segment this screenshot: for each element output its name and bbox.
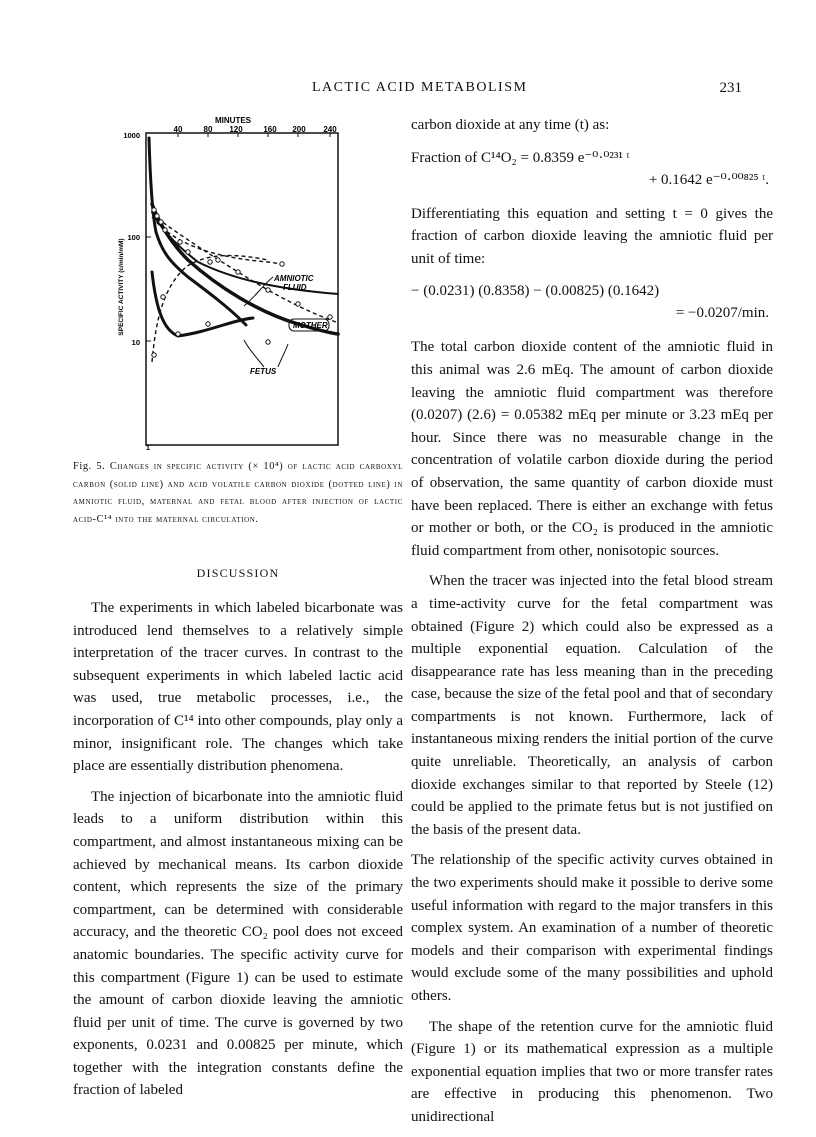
top-axis-title: MINUTES [215,116,251,125]
plot-frame [146,133,338,445]
page-number: 231 [719,80,742,96]
y-tick-100: 100 [127,233,140,242]
y-tick-1000: 1000 [123,131,140,140]
solid-curves [149,138,338,336]
page-header [312,80,742,104]
dotted-curves [152,214,336,362]
equation-line: − (0.0231) (0.8358) − (0.00825) (0.1642) [411,283,660,300]
paragraph: Differentiating this equation and setting t = 0 gives the fraction of carbon dioxide leaving the amniotic fluid per unit of time: [411,205,773,267]
figure-5-plot [68,112,398,460]
paragraph: The relationship of the specific activity curves obtained in the two experiments should make it possible to derive some useful information with regard to the major transfers in this complex system. An examination of a number of theoretic models and their comparison with experimental findings would exclude some of the many possibilities and uphold others. [411,852,773,1004]
equation-line: = −0.0207/min. [675,305,769,322]
figure-5 [68,112,398,460]
right-column [411,114,773,1137]
top-tick-240: 240 [323,125,337,134]
label-fetus: FETUS [250,367,277,376]
top-tick-160: 160 [263,125,277,134]
label-fluid: FLUID [283,283,307,292]
top-tick-200: 200 [292,125,306,134]
left-column [73,566,403,1110]
figure-caption-text: Changes in specific activity (× 10⁴) of lactic acid carboxyl carbon (solid line) and acid volatile carbon dioxide (dotted line) in amniotic fluid, maternal and fetal blood after injection of lactic acid-C¹⁴ into the maternal circulation. [73,461,403,525]
paragraph: The experiments in which labeled bicarbonate was introduced lend themselves to a relatively simple interpretation of the tracer curves. In contrast to the subsequent experiments in which labeled lactic acid was used, true metabolic processes, i.e., the incorporation of C¹⁴ into other compounds, play only a minor, insignificant role. The changes which take place are essentially distribution phenomena. [73,600,403,775]
top-tick-80: 80 [203,125,213,134]
paragraph: The injection of bicarbonate into the amniotic fluid leads to a uniform distribution within this compartment, and almost instantaneous mixing can be achieved by mechanical means. Its carbon dioxide content, which represents the size of the primary compartment, can be determined with considerable accuracy, and the theoretic CO₂ pool does not exceed anatomic boundaries. The specific activity curve for this compartment (Figure 1) can be used to estimate the amount of carbon dioxide leaving the amniotic fluid per unit of time. The curve is governed by two exponents, 0.0231 and 0.00825 per minute, which together with the integration constants define the fraction of labeled [73,788,403,1099]
figure-caption-label: Fig. 5. [73,461,106,472]
paragraph: The shape of the retention curve for the amniotic fluid (Figure 1) or its mathematical expression as a multiple exponential equation implies that two or more transfer rates are effective in producing this phenomenon. Two unidirectional [411,1018,773,1125]
y-axis-label: SPECIFIC ACTIVITY (c/min/mM) [118,238,125,336]
label-amniotic: AMNIOTIC [274,274,314,283]
y-tick-10: 10 [131,338,140,347]
label-mother: MOTHER [293,321,328,330]
equation-fraction [411,147,773,191]
dotted-curve-fetus [152,256,268,362]
top-tick-40: 40 [173,125,183,134]
y-tick-1: 1 [145,443,150,452]
paragraph: When the tracer was injected into the fetal blood stream a time-activity curve for the fetal compartment was obtained (Figure 2) which could also be expressed as a multiple exponential equation. Calculation of the disappearance rate has less meaning than in the preceding case, because the size of the fetal pool and that of secondary compartments is not known. Furthermore, lack of instantaneous mixing renders the initial portion of the curve quite unreliable. Theoretically, an analysis of carbon dioxide exchanges similar to that reported by Steele (12) could be applied to the primate fetus but is not justified on the basis of the present data. [411,573,773,838]
section-heading-discussion: DISCUSSION [196,566,280,580]
equation-derivative [411,280,773,324]
solid-curve-fetus [152,272,253,336]
equation-line: Fraction of C¹⁴O₂ = 0.8359 e⁻⁰·⁰²³¹ ᵗ [411,149,630,166]
paragraph: carbon dioxide at any time (t) as: [411,117,610,133]
figure-caption [73,458,403,528]
running-title: LACTIC ACID METABOLISM [312,80,528,95]
top-tick-120: 120 [229,125,243,134]
paragraph: The total carbon dioxide content of the amniotic fluid in this animal was 2.6 mEq. The amount of carbon dioxide leaving the amniotic fluid compartment was therefore (0.0207) (2.6) = 0.05382 mEq per minute or 3.23 mEq per hour. Since there was no measurable change in the concentration of volatile carbon dioxide during the period of observation, the same quantity of carbon dioxide must have been replaced. There is either an exchange with fetus or mother or both, or the CO₂ is produced in the amniotic fluid compartment from other, nonisotopic sources. [411,339,773,559]
equation-line: + 0.1642 e⁻⁰·⁰⁰⁸²⁵ ᵗ. [648,171,769,188]
